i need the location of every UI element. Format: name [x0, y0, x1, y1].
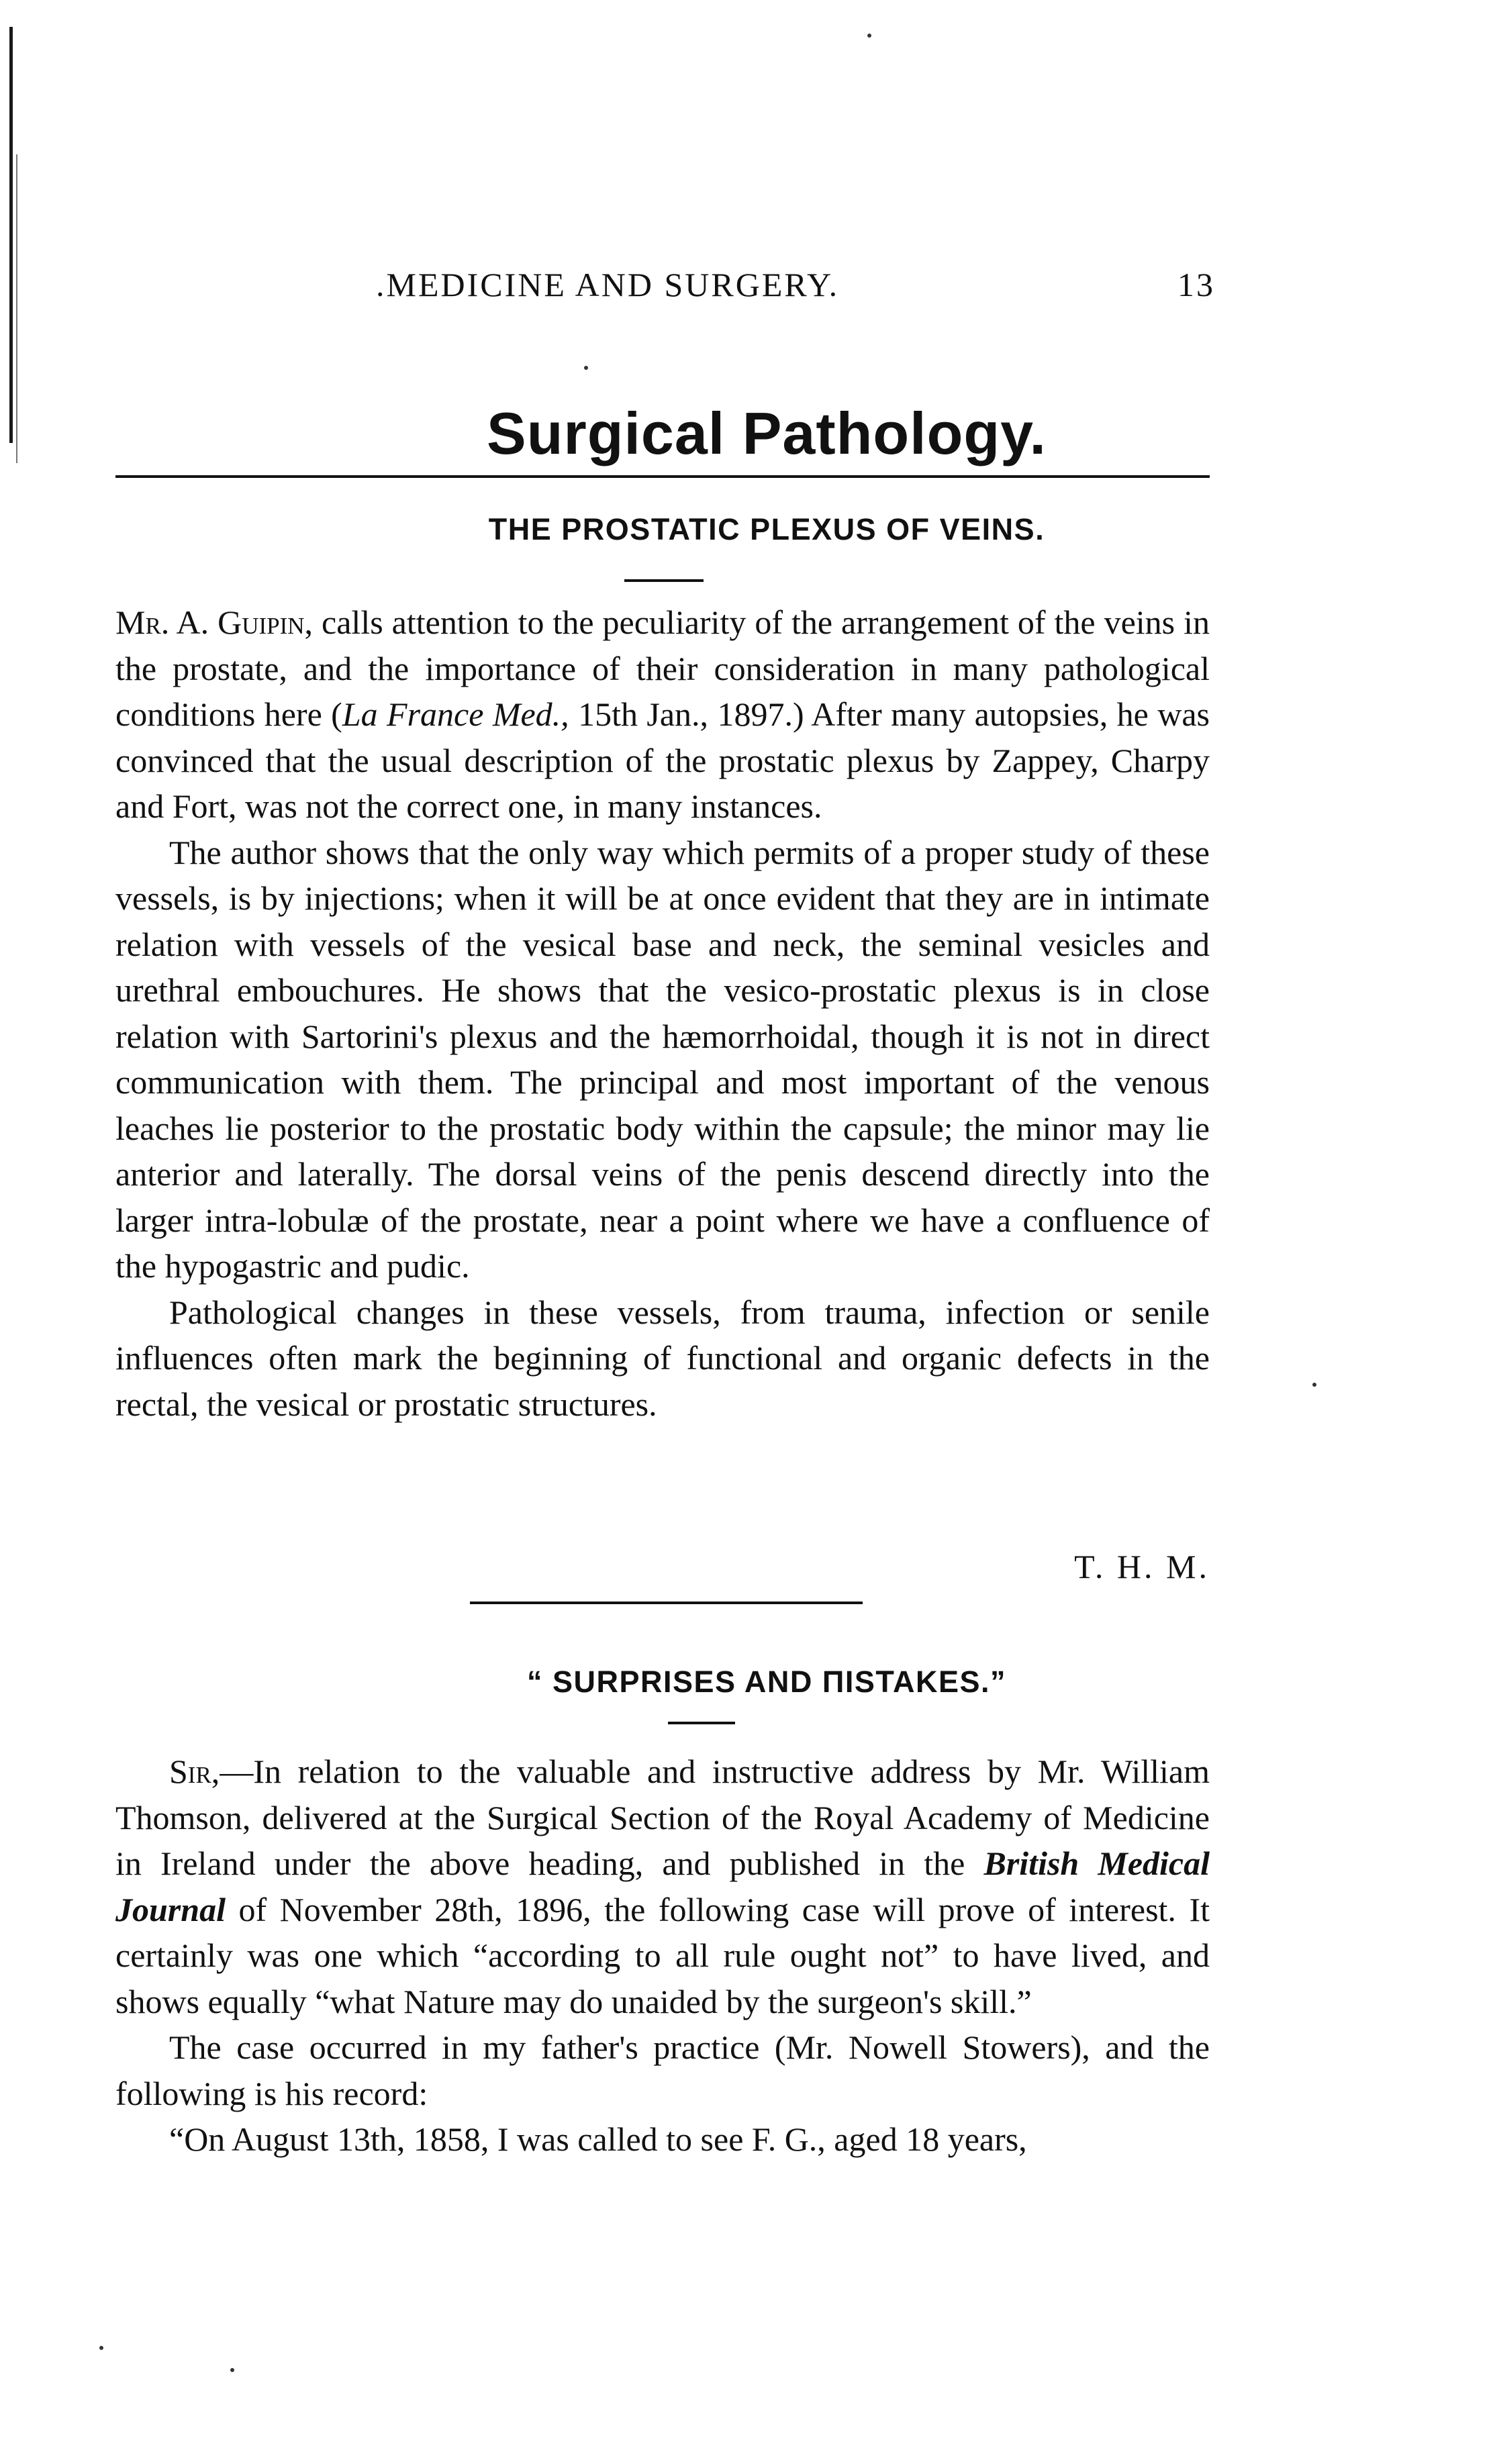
paragraph: [115, 1748, 1210, 2024]
title-rule: [624, 579, 704, 582]
scan-speck: [1312, 1383, 1316, 1387]
paragraph: [115, 599, 1210, 830]
title-rule: [668, 1722, 735, 1724]
scan-speck: [584, 366, 588, 370]
section-rule: [115, 475, 1210, 478]
article-title-surprises-mistakes: “ SURPRISES AND ΠISTAKES.”: [526, 1665, 1007, 1699]
page-header: [376, 265, 1215, 312]
source-citation: La France Med.,: [342, 695, 569, 733]
paragraph-text: 15th Jan., 1897.) After many autopsies, he was convinced that the usual description of the prostatic plexus by Zappey, Charpy and Fort, was not the correct one, in many instances.: [115, 695, 1210, 825]
running-head: .MEDICINE AND SURGERY.: [376, 266, 840, 303]
journal-title: British Medical Journal: [115, 1844, 1210, 1928]
paragraph-text: of November 28th, 1896, the following case will prove of interest. It certainly was one which “according to all rule ought not” to have lived, and shows equally “what Nature may do unaided by the surgeon's skill.”: [115, 1890, 1210, 2020]
section-title: Surgical Pathology.: [487, 400, 1047, 466]
article-body-surprises-mistakes: [115, 1748, 1210, 2163]
page-number: 13: [1177, 266, 1215, 303]
salutation: Sir,: [169, 1753, 220, 1790]
paragraph: Pathological changes in these vessels, from trauma, infection or senile influences often mark the beginning of functional and organic defects in the rectal, the vesical or prostatic structures.: [115, 1293, 1210, 1423]
scan-speck: [99, 2346, 103, 2350]
paragraph: The author shows that the only way which permits of a proper study of these vessels, is by injections; when it will be at once evident that they are in intimate relation with vessels of the vesical base and neck, the seminal vesicles and urethral embouchures. He shows that the vesico-prostatic plexus is in close relation with Sartorini's plexus and the hæmorrhoidal, though it is not in direct communication with them. The principal and most important of the venous leaches lie posterior to the prostatic body within the capsule; the minor may lie anterior and laterally. The dorsal veins of the penis descend directly into the larger intra-lobulæ of the prostate, near a point where we have a confluence of the hypogastric and pudic.: [115, 833, 1210, 1285]
paragraph-text: calls attention to the peculiarity of the arrangement of the veins in the prostate, and the importance of their consideration in many pathological conditions here (: [115, 603, 1210, 733]
author-name: Mr. A. Guipin,: [115, 603, 314, 641]
paragraph: The case occurred in my father's practice (Mr. Nowell Stowers), and the following is his record:: [115, 2028, 1210, 2112]
article-separator-rule: [470, 1601, 863, 1604]
paragraph-text: —In relation to the valuable and instructive address by Mr. William Thomson, delivered at the Surgical Section of the Royal Academy of Medicine in Ireland under the above heading, and published in the: [115, 1753, 1210, 1882]
article-title-prostatic-plexus: THE PROSTATIC PLEXUS OF VEINS.: [488, 512, 1045, 546]
paragraph: “On August 13th, 1858, I was called to see F. G., aged 18 years,: [169, 2120, 1027, 2158]
article-body-prostatic-plexus: [115, 599, 1210, 1427]
scan-binding-edge: [9, 27, 13, 443]
scan-speck: [230, 2368, 234, 2372]
scan-speck: [867, 34, 871, 38]
author-signature: T. H. M.: [1074, 1548, 1210, 1585]
